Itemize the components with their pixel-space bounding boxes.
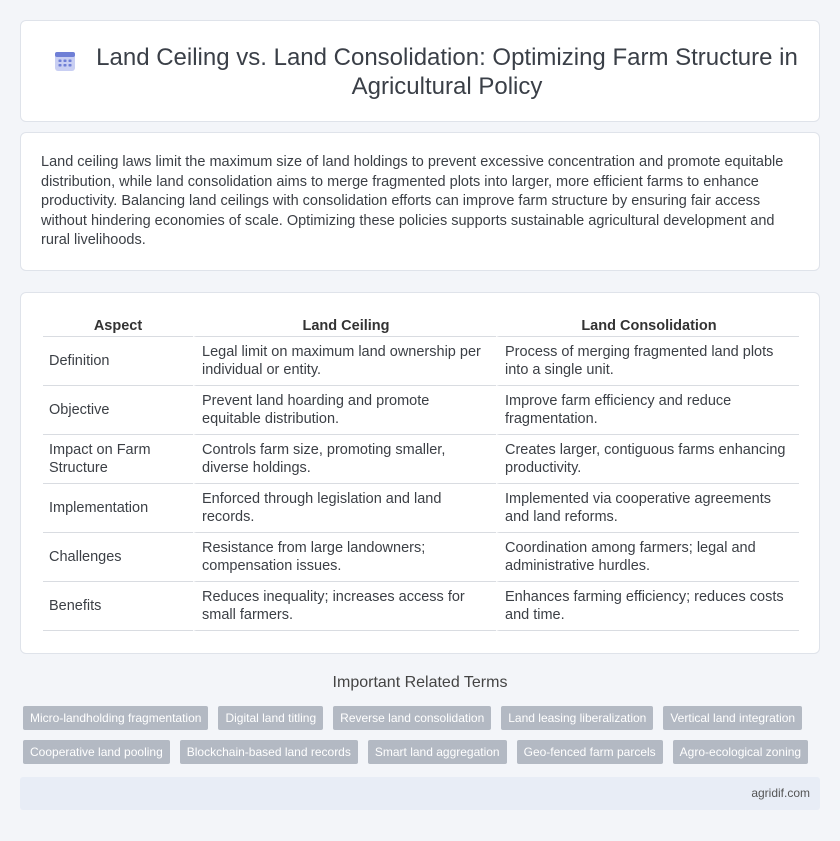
land-ceiling-cell: Enforced through legislation and land records. bbox=[193, 484, 496, 533]
land-consolidation-cell: Creates larger, contiguous farms enhancing productivity. bbox=[496, 435, 799, 484]
related-term-tag[interactable]: Blockchain-based land records bbox=[180, 740, 358, 764]
comparison-card bbox=[20, 292, 820, 654]
related-terms-row-2 bbox=[23, 740, 823, 764]
related-term-tag[interactable]: Vertical land integration bbox=[663, 706, 802, 730]
land-ceiling-cell: Reduces inequality; increases access for small farmers. bbox=[193, 582, 496, 631]
related-term-tag[interactable]: Cooperative land pooling bbox=[23, 740, 170, 764]
land-consolidation-cell: Implemented via cooperative agreements and land reforms. bbox=[496, 484, 799, 533]
land-ceiling-cell: Legal limit on maximum land ownership per individual or entity. bbox=[193, 337, 496, 386]
comparison-table bbox=[43, 315, 799, 631]
intro-paragraph: Land ceiling laws limit the maximum size of land holdings to prevent excessive concentration and promote equitable distribution, while land consolidation aims to merge fragmented plots into larger, more efficient farms to enhance productivity. Balancing land ceilings with consolidation efforts can improve farm structure by ensuring fair access without hindering economies of scale. Optimizing these policies supports sustainable agricultural development and rural livelihoods. bbox=[41, 154, 784, 249]
table-row bbox=[43, 337, 799, 386]
header-land-consolidation: Land Consolidation bbox=[496, 315, 799, 337]
related-term-tag[interactable]: Reverse land consolidation bbox=[333, 706, 491, 730]
table-row bbox=[43, 484, 799, 533]
table-header-row bbox=[43, 315, 799, 337]
related-term-tag[interactable]: Agro-ecological zoning bbox=[673, 740, 808, 764]
header-land-ceiling: Land Ceiling bbox=[193, 315, 496, 337]
aspect-cell: Definition bbox=[43, 337, 193, 386]
aspect-cell: Benefits bbox=[43, 582, 193, 631]
intro-card bbox=[20, 132, 820, 271]
table-row bbox=[43, 582, 799, 631]
related-terms bbox=[23, 706, 823, 774]
title-card bbox=[20, 20, 820, 122]
land-ceiling-cell: Resistance from large landowners; compensation issues. bbox=[193, 533, 496, 582]
related-term-tag[interactable]: Geo-fenced farm parcels bbox=[517, 740, 663, 764]
related-term-tag[interactable]: Micro-landholding fragmentation bbox=[23, 706, 208, 730]
calendar-icon bbox=[53, 49, 77, 73]
aspect-cell: Impact on Farm Structure bbox=[43, 435, 193, 484]
aspect-cell: Implementation bbox=[43, 484, 193, 533]
table-row bbox=[43, 533, 799, 582]
related-terms-heading: Important Related Terms bbox=[332, 674, 508, 691]
land-ceiling-cell: Prevent land hoarding and promote equitable distribution. bbox=[193, 386, 496, 435]
land-ceiling-cell: Controls farm size, promoting smaller, diverse holdings. bbox=[193, 435, 496, 484]
land-consolidation-cell: Coordination among farmers; legal and administrative hurdles. bbox=[496, 533, 799, 582]
related-term-tag[interactable]: Land leasing liberalization bbox=[501, 706, 653, 730]
related-terms-row-1 bbox=[23, 706, 823, 730]
table-row bbox=[43, 386, 799, 435]
land-consolidation-cell: Enhances farming efficiency; reduces costs and time. bbox=[496, 582, 799, 631]
header-aspect: Aspect bbox=[43, 315, 193, 337]
footer-site-link[interactable]: agridif.com bbox=[751, 786, 810, 800]
aspect-cell: Objective bbox=[43, 386, 193, 435]
page-title: Land Ceiling vs. Land Consolidation: Optimizing Farm Structure in Agricultural Policy bbox=[96, 44, 798, 100]
aspect-cell: Challenges bbox=[43, 533, 193, 582]
table-row bbox=[43, 435, 799, 484]
land-consolidation-cell: Process of merging fragmented land plots into a single unit. bbox=[496, 337, 799, 386]
related-term-tag[interactable]: Digital land titling bbox=[218, 706, 323, 730]
land-consolidation-cell: Improve farm efficiency and reduce fragmentation. bbox=[496, 386, 799, 435]
footer bbox=[20, 777, 820, 810]
related-term-tag[interactable]: Smart land aggregation bbox=[368, 740, 507, 764]
